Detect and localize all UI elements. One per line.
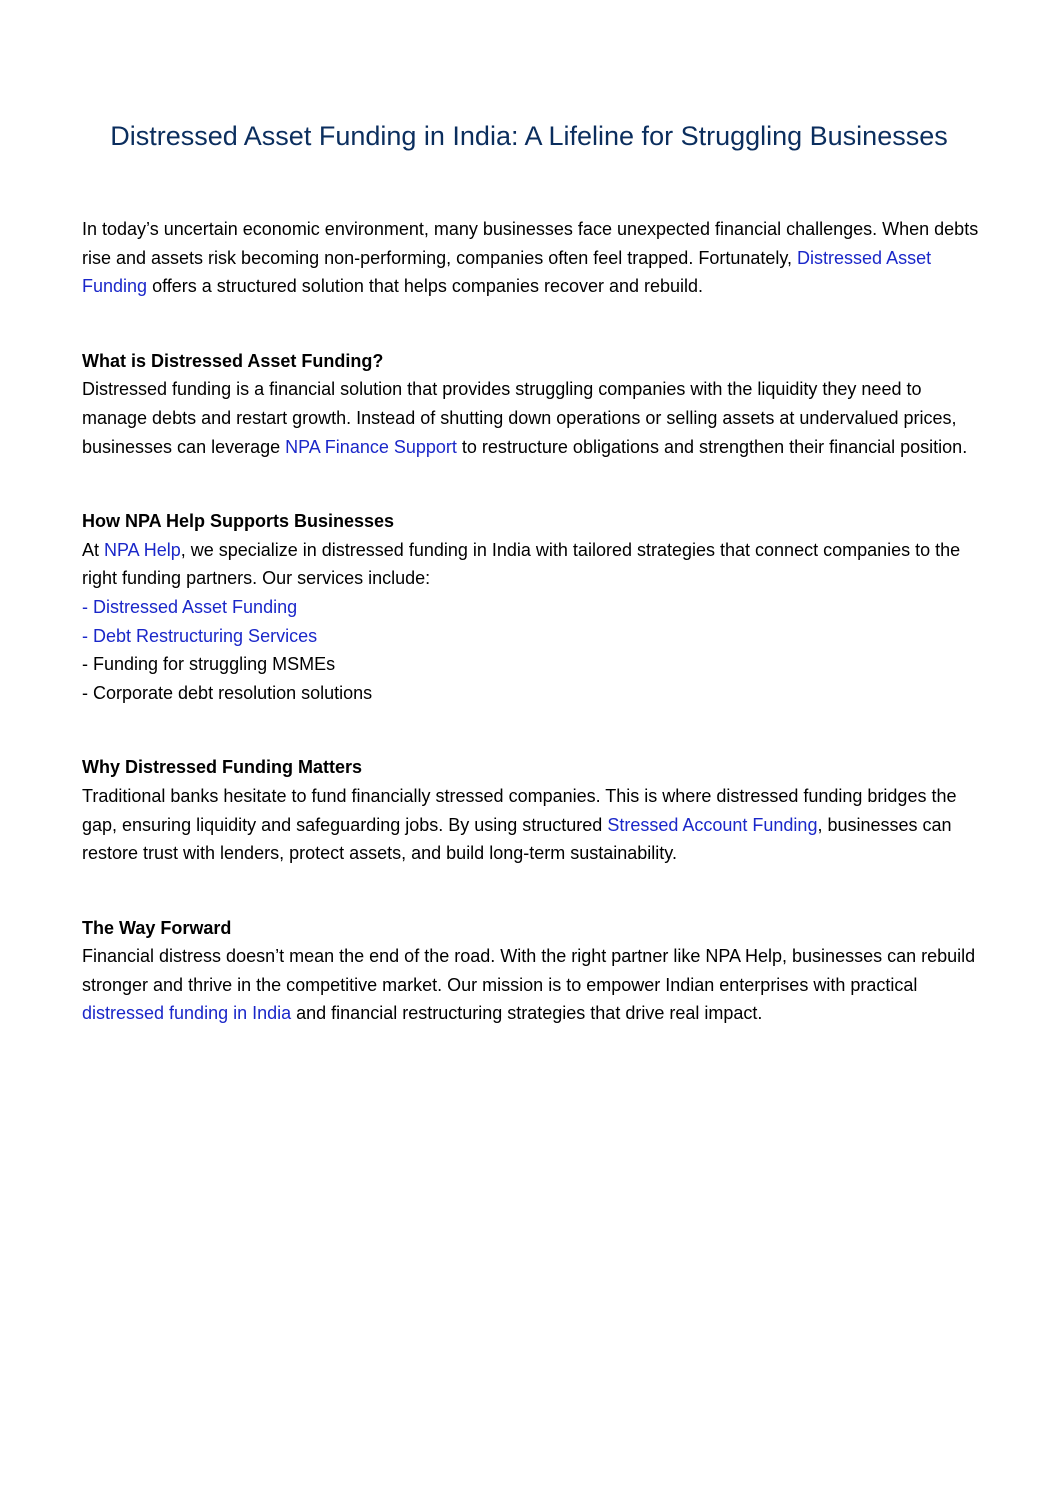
intro-paragraph: [82, 215, 982, 301]
section-how-npa-help: [82, 507, 982, 707]
section-paragraph: [82, 375, 982, 461]
section-heading: How NPA Help Supports Businesses: [82, 511, 395, 532]
list-item[interactable]: [82, 593, 982, 622]
section-text: Distressed funding is a financial solution that provides struggling companies with the liquidity they need to manage debts and restart growth. Instead of shutting down operations or selling assets at undervalued prices, businesses can leverage: [82, 379, 957, 457]
distressed-asset-funding-list-link[interactable]: - Distressed Asset Funding: [82, 596, 298, 617]
section-paragraph: [82, 782, 982, 868]
intro-text: In today’s uncertain economic environment, many businesses face unexpected financial challenges. When debts rise and assets risk becoming non-performing, companies often feel trapped. Fortunately,: [82, 219, 979, 268]
list-item[interactable]: [82, 622, 982, 651]
section-heading: What is Distressed Asset Funding?: [82, 350, 384, 371]
distressed-funding-in-india-link[interactable]: distressed funding in India: [82, 1003, 292, 1024]
section-text-end: , businesses can restore trust with lenders, protect assets, and build long-term sustainability.: [82, 814, 952, 864]
distressed-asset-funding-link[interactable]: Distressed Asset Funding: [82, 247, 932, 297]
services-list: [82, 593, 982, 707]
section-text-end: to restructure obligations and strengthen their financial position.: [456, 436, 968, 457]
npa-finance-support-link[interactable]: NPA Finance Support: [285, 436, 457, 457]
section-text: Traditional banks hesitate to fund financially stressed companies. This is where distressed funding bridges the gap, ensuring liquidity and safeguarding jobs. By using structured: [82, 785, 957, 835]
section-heading: Why Distressed Funding Matters: [82, 757, 363, 778]
document-body: [82, 215, 982, 1028]
section-paragraph: [82, 942, 982, 1028]
section-text-end: , we specialize in distressed funding in India with tailored strategies that connect companies to the right funding partners. Our services include:: [82, 539, 961, 589]
section-text: Financial distress doesn’t mean the end of the road. With the right partner like NPA Help, businesses can rebuild stronger and thrive in the competitive market. Our mission is to empower Indian enterprises with practical: [82, 946, 976, 995]
intro-text-end: offers a structured solution that helps companies recover and rebuild.: [147, 276, 704, 297]
npa-help-link[interactable]: NPA Help: [104, 539, 181, 560]
list-item: - Funding for struggling MSMEs: [82, 654, 336, 675]
section-way-forward: [82, 914, 982, 1028]
stressed-account-funding-link[interactable]: Stressed Account Funding: [607, 814, 818, 835]
list-item: - Corporate debt resolution solutions: [82, 682, 373, 703]
debt-restructuring-services-link[interactable]: - Debt Restructuring Services: [82, 625, 318, 646]
page-title: Distressed Asset Funding in India: A Lifeline for Struggling Businesses: [110, 121, 948, 151]
section-what-is: [82, 347, 982, 461]
section-heading: The Way Forward: [82, 917, 232, 938]
section-text-end: and financial restructuring strategies that drive real impact.: [291, 1003, 763, 1024]
section-text: At: [82, 539, 105, 560]
section-paragraph: [82, 536, 982, 593]
section-why-matters: [82, 753, 982, 867]
